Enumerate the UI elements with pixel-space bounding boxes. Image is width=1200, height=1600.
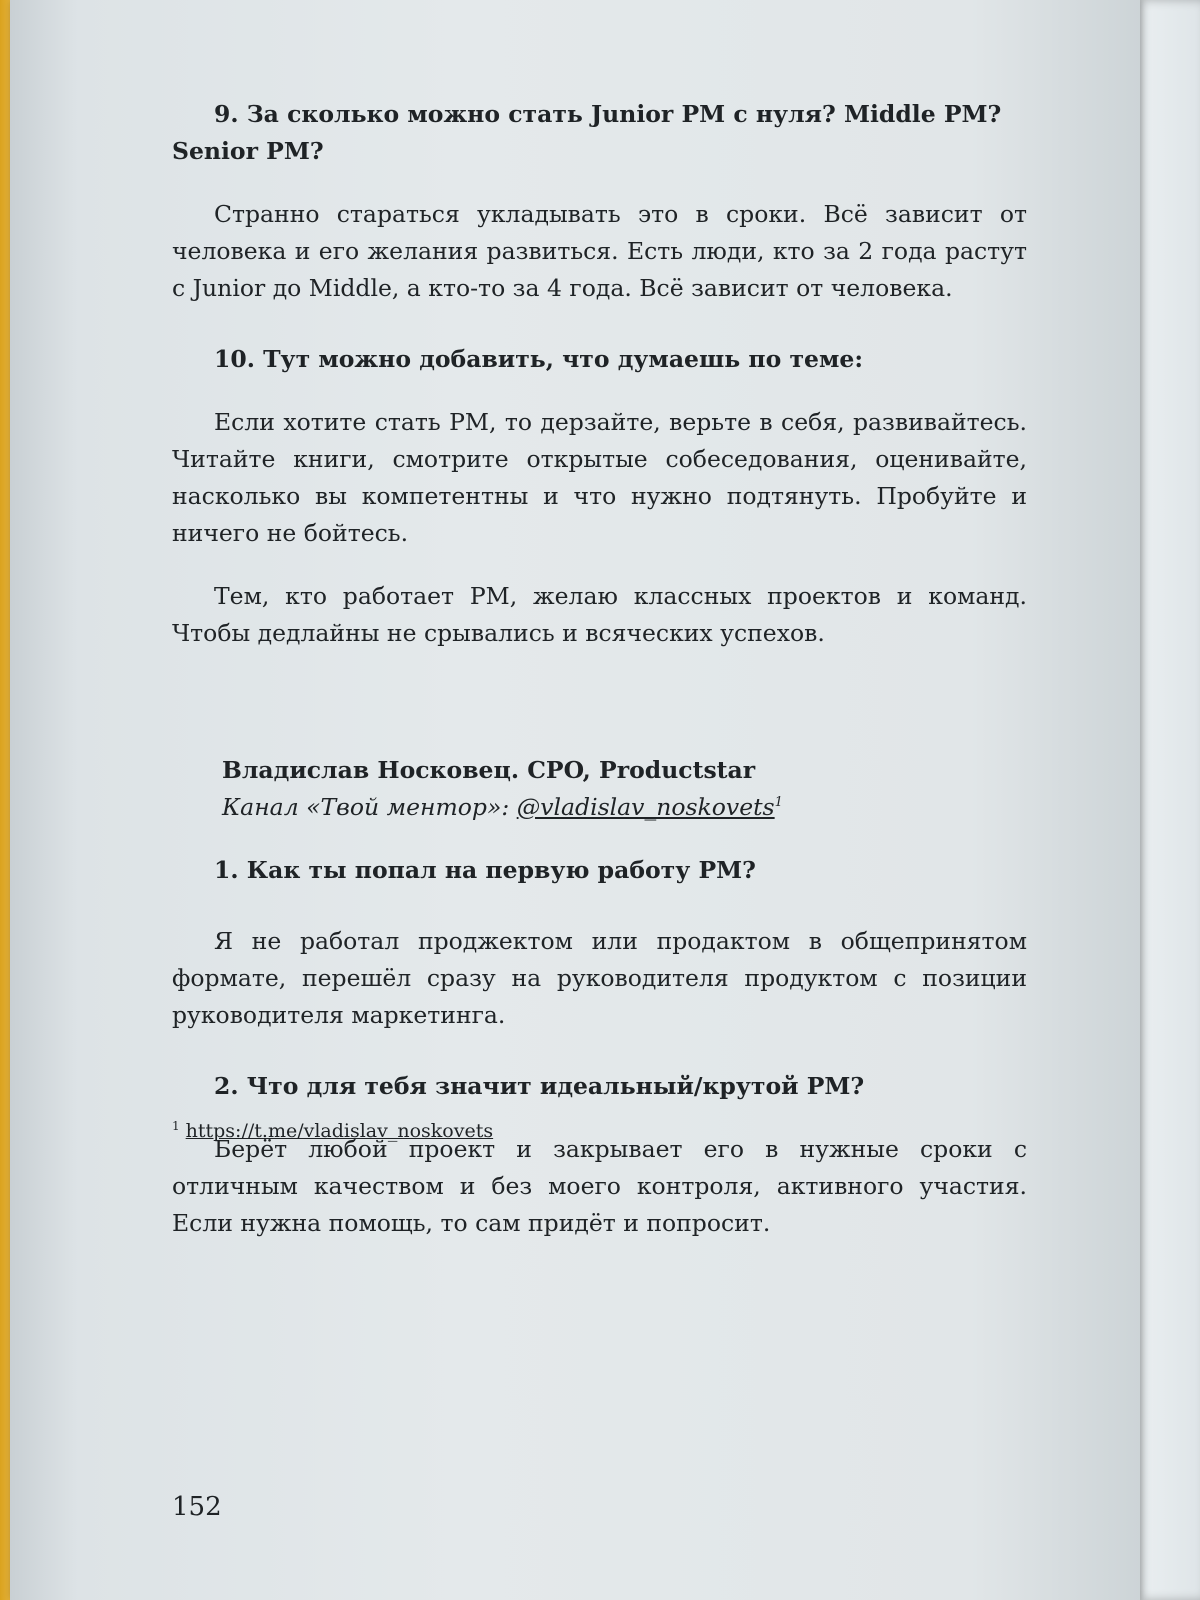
question-9-title: 9. За сколько можно стать Junior PM с нуля? Middle PM? Senior PM? xyxy=(172,100,1002,165)
interviewee-name: Владислав Носковец. CPO, Productstar xyxy=(222,756,756,784)
page-content xyxy=(172,96,1027,1242)
question-2-title: 2. Что для тебя значит идеальный/крутой PM? xyxy=(214,1072,865,1100)
question-9-answer: Странно стараться укладывать это в сроки. Всё зависит от человека и его желания развиться. Есть люди, кто за 2 года растут с Junior до Middle, а кто-то за 4 года. Всё зависит от человека. xyxy=(172,200,1027,302)
question-10-title: 10. Тут можно добавить, что думаешь по теме: xyxy=(214,345,863,373)
footnote xyxy=(172,1120,493,1142)
footnote-link[interactable]: https://t.me/vladislav_noskovets xyxy=(185,1120,494,1142)
channel-prefix: Канал «Твой ментор»: xyxy=(222,793,517,821)
footnote-mark: 1 xyxy=(172,1118,180,1133)
question-10-answer-2: Тем, кто работает PM, желаю классных проектов и команд. Чтобы дедлайны не срывались и всяческих успехов. xyxy=(172,582,1027,647)
question-1-answer: Я не работал проджектом или продактом в общепринятом формате, перешёл сразу на руководителя продуктом с позиции руководителя маркетинга. xyxy=(172,927,1027,1029)
footnote-reference: 1 xyxy=(774,795,783,811)
question-2-answer: Берёт любой проект и закрывает его в нужные сроки с отличным качеством и без моего контроля, активного участия. Если нужна помощь, то сам придёт и попросит. xyxy=(172,1135,1027,1237)
channel-link[interactable]: @vladislav_noskovets xyxy=(516,793,775,821)
book-page xyxy=(10,0,1140,1600)
question-1-title: 1. Как ты попал на первую работу PM? xyxy=(214,856,756,884)
question-10-answer-1: Если хотите стать PM, то дерзайте, верьте в себя, развивайтесь. Читайте книги, смотрите открытые собеседования, оценивайте, насколько вы компетентны и что нужно подтянуть. Пробуйте и ничего не бойтесь. xyxy=(172,408,1027,547)
interviewee-channel xyxy=(172,789,1027,826)
page-number: 152 xyxy=(172,1492,222,1522)
